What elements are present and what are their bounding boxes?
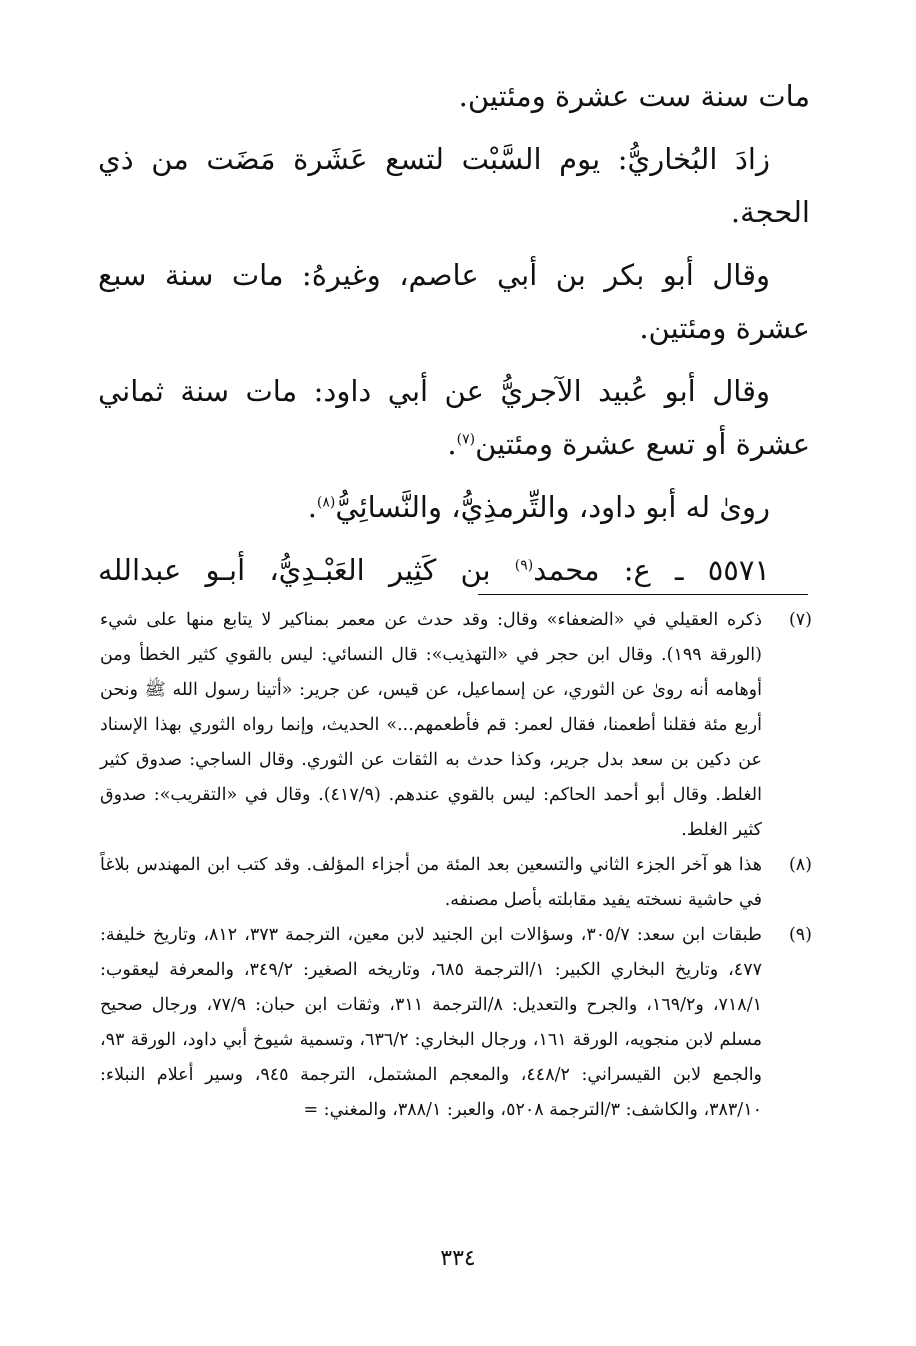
page-number: ٣٣٤ bbox=[440, 1246, 476, 1271]
footnote-text: هذا هو آخر الجزء الثاني والتسعين بعد المئة من أجزاء المؤلف. وقد كتب ابن المهندس بلاغاً في حاشية نسخته يفيد مقابلته بأصل مصنفه. bbox=[100, 855, 762, 910]
paragraph-bukhari: زادَ البُخاريُّ: يوم السَّبْت لتسع عَشَرة مَضَت من ذي الحجة. bbox=[98, 142, 810, 229]
footnote-ref-9[interactable]: (٩) bbox=[514, 557, 534, 574]
footnote-8 bbox=[100, 848, 812, 918]
footnote-number: (٧) bbox=[788, 610, 812, 630]
footnote-ref-7[interactable]: (٧) bbox=[456, 431, 476, 448]
footnote-ref-8[interactable]: (٨) bbox=[316, 494, 336, 511]
paragraph-abu-bakr: وقال أبو بكر بن أبي عاصم، وغيرهُ: مات سنة سبع عشرة ومئتين. bbox=[98, 258, 810, 345]
paragraph-ajurri: وقال أبو عُبيد الآجريُّ عن أبي داود: مات سنة ثماني عشرة أو تسع عشرة ومئتين$^{(٧)}$. bbox=[98, 374, 810, 461]
main-text bbox=[98, 70, 810, 607]
footnote-separator bbox=[478, 594, 808, 595]
footnote-7 bbox=[100, 603, 812, 848]
footnote-text: ذكره العقيلي في «الضعفاء» وقال: وقد حدث عن معمر بمناكير لا يتابع منها على شيء (الورقة ١٩٩). وقال ابن حجر في «التهذيب»: قال النسائي: ليس بالقوي كثير الخطأ ومن أوهامه أنه روىٰ عن الثوري، عن إسماعيل، عن قيس، عن جرير: «أتينا رسول الله ﷺ ونحن أربع مئة فقلنا أطعمنا، فقال لعمر: قم فأطعمهم...» الحديث، وإنما رواه الثوري بهذا الإسناد عن دكين بن سعد بدل جرير، وكذا حدث به الثقات عن الثوري. وقال الساجي: صدوق كثير الغلط. وقال أبو أحمد الحاكم: ليس بالقوي عندهم. (٤١٧/٩). وقال في «التقريب»: صدوق كثير الغلط. bbox=[100, 610, 763, 840]
footnote-9 bbox=[100, 918, 812, 1128]
footnote-number: (٨) bbox=[788, 855, 812, 875]
paragraph-narrators: روىٰ له أبو داود، والتِّرمذِيُّ، والنَّسائِيُّ$^{(٨)}$. bbox=[307, 490, 770, 524]
footnote-number: (٩) bbox=[788, 925, 812, 945]
footnote-text: طبقات ابن سعد: ٣٠٥/٧، وسؤالات ابن الجنيد لابن معين، الترجمة ٣٧٣، ٨١٢، وتاريخ خليفة: ٤٧٧، وتاريخ البخاري الكبير: ١/الترجمة ٦٨٥، وتاريخه الصغير: ٣٤٩/٢، والمعرفة ليعقوب: ٧١٨/١، و١٦٩/٢، والجرح والتعديل: ٨/الترجمة ٣١١، وثقات ابن حبان: ٧٧/٩، ورجال صحيح مسلم لابن منجويه، الورقة ١٦١، ورجال البخاري: ٦٣٦/٢، وتسمية شيوخ أبي داود، الورقة ٩٣، والجمع لابن القيسراني: ٤٤٨/٢، والمعجم المشتمل، الترجمة ٩٤٥، وسير أعلام النبلاء: ٣٨٣/١٠، والكاشف: ٣/الترجمة ٥٢٠٨، والعبر: ٣٨٨/١، والمغني: = bbox=[100, 925, 763, 1120]
footnotes bbox=[100, 603, 812, 1128]
entry-heading-5571: ٥٥٧١ ـ ع: محمد$^{(٩)}$ بن كَثِير العَبْـدِيُّ، أبـو عبدالله bbox=[98, 553, 770, 587]
paragraph-death-year: مات سنة ست عشرة ومئتين. bbox=[458, 79, 810, 113]
